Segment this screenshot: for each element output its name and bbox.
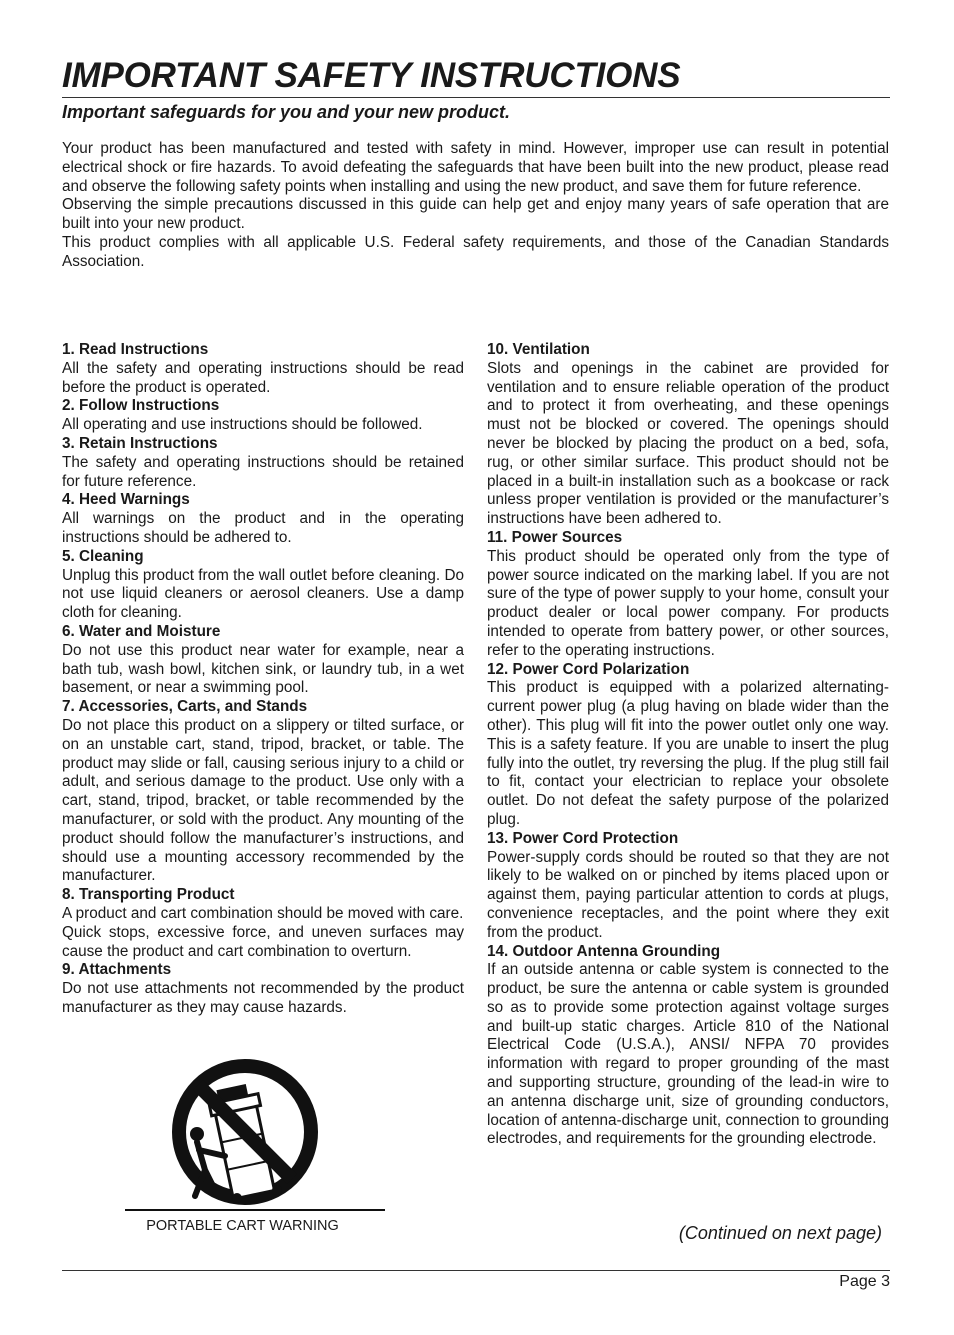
continued-note: (Continued on next page)	[678, 1223, 882, 1243]
section-body: All the safety and operating instructions should be read before the product is operated.	[62, 359, 464, 396]
section-heading: 4. Heed Warnings	[62, 491, 190, 509]
section-heading: 7. Accessories, Carts, and Stands	[62, 698, 308, 716]
section-heading: 9. Attachments	[62, 961, 172, 979]
footer-divider	[62, 1270, 890, 1271]
intro-paragraph: Observing the simple precautions discussed in this guide can help get and enjoy many years of safe operation that are built into your new product.	[62, 196, 889, 233]
right-column	[487, 341, 889, 1149]
section-body: This product is equipped with a polarized alternating-current power plug (a plug having on blade wider than the other). This plug will fit into the power outlet only one way. This is a safety feature. If you are unable to insert the plug fully into the outlet, try reversing the plug. If the plug still fail to fit, contact your electrician to replace your obsolete outlet. Do not defeat the safety purpose of the polarized plug.	[487, 679, 889, 828]
section-heading: 1. Read Instructions	[62, 341, 209, 358]
section-body: Quick stops, excessive force, and uneven surfaces may cause the product and cart combination to overturn.	[62, 923, 464, 960]
section-body: If an outside antenna or cable system is connected to the product, be sure the antenna or cable system is grounded so as to provide some protection against voltage surges and built-up static charges. Article 810 of the National Electrical Code (U.S.A.), ANSI/ NFPA 70 provides information with regard to proper grounding of the mast and supporting structure, grounding of the lead-in wire to an antenna discharge unit, size of grounding conductors, location of antenna-discharge unit, connection to grounding electrodes, and requirements for the grounding electrode.	[487, 961, 889, 1148]
cart-figure-baseline	[125, 1209, 385, 1211]
section-body: This product should be operated only from the type of power source indicated on the marking label. If you are not sure of the type of power supply to your home, consult your product dealer or local power company. For products intended to operate from battery power, or other sources, refer to the operating instructions.	[487, 547, 889, 659]
section-heading: 2. Follow Instructions	[62, 397, 220, 415]
section-body: Do not use attachments not recommended by the product manufacturer as they may cause hazards.	[62, 980, 464, 1016]
section-body: The safety and operating instructions should be retained for future reference.	[62, 453, 464, 490]
section-heading: 5. Cleaning	[62, 547, 144, 565]
intro-paragraph: Your product has been manufactured and tested with safety in mind. However, improper use can result in potential electrical shock or fire hazards. To avoid defeating the safeguards that have been built into the new product, please read and observe the following safety points when installing and using the new product, and save them for future reference.	[62, 140, 889, 195]
intro-text	[62, 140, 889, 272]
section-heading: 8. Transporting Product	[62, 886, 235, 904]
section-body: All operating and use instructions should be followed.	[62, 416, 423, 434]
page-number: Page 3	[839, 1273, 890, 1290]
section-body: Do not use this product near water for example, near a bath tub, wash bowl, kitchen sink, or laundry tub, in a wet basement, or near a swimming pool.	[62, 641, 464, 697]
page-title: IMPORTANT SAFETY INSTRUCTIONS	[62, 56, 681, 95]
section-heading: 10. Ventilation	[487, 341, 590, 358]
section-heading: 14. Outdoor Antenna Grounding	[487, 942, 721, 960]
portable-cart-warning-icon	[125, 1058, 385, 1233]
section-heading: 13. Power Cord Protection	[487, 829, 679, 847]
cart-warning-caption: PORTABLE CART WARNING	[146, 1218, 339, 1234]
section-heading: 6. Water and Moisture	[62, 622, 221, 640]
section-body: Do not place this product on a slippery or tilted surface, or on an unstable cart, stand, tripod, bracket, or table. The product may slide or fall, causing serious injury to a child or adult, and serious damage to the product. Use only with a cart, stand, tripod, bracket, or table recommended by the manufacturer, or sold with the product. Any mounting of the product should follow the manufacturer’s instructions, and should use a mounting accessory recommended by the manufacturer.	[62, 716, 464, 885]
page-subtitle: Important safeguards for you and your new product.	[62, 102, 511, 122]
left-column	[62, 341, 464, 1018]
section-body: Power-supply cords should be routed so that they are not likely to be walked on or pinched by items placed upon or against them, paying particular attention to cords at plugs, convenience receptacles, and the point where they exit from the product.	[487, 848, 889, 941]
section-heading: 11. Power Sources	[487, 528, 623, 546]
section-body: All warnings on the product and in the operating instructions should be adhered to.	[62, 510, 464, 546]
section-body: Unplug this product from the wall outlet before cleaning. Do not use liquid cleaners or aerosol cleaners. Use a damp cloth for cleaning.	[62, 566, 464, 622]
title-divider	[62, 97, 890, 98]
intro-paragraph: This product complies with all applicable U.S. Federal safety requirements, and those of the Canadian Standards Association.	[62, 233, 889, 270]
section-heading: 12. Power Cord Polarization	[487, 660, 690, 678]
section-body: A product and cart combination should be moved with care.	[62, 904, 464, 922]
section-heading: 3. Retain Instructions	[62, 434, 218, 452]
section-body: Slots and openings in the cabinet are provided for ventilation and to ensure reliable operation of the product and to protect it from overheating, and these openings must not be blocked or covered. The openings should never be blocked by placing the product on a bed, sofa, rug, or other similar surface. This product should not be placed in a built-in installation such as a bookcase or rack unless proper ventilation is provided or the manufacturer’s instructions have been adhered to.	[487, 359, 889, 528]
